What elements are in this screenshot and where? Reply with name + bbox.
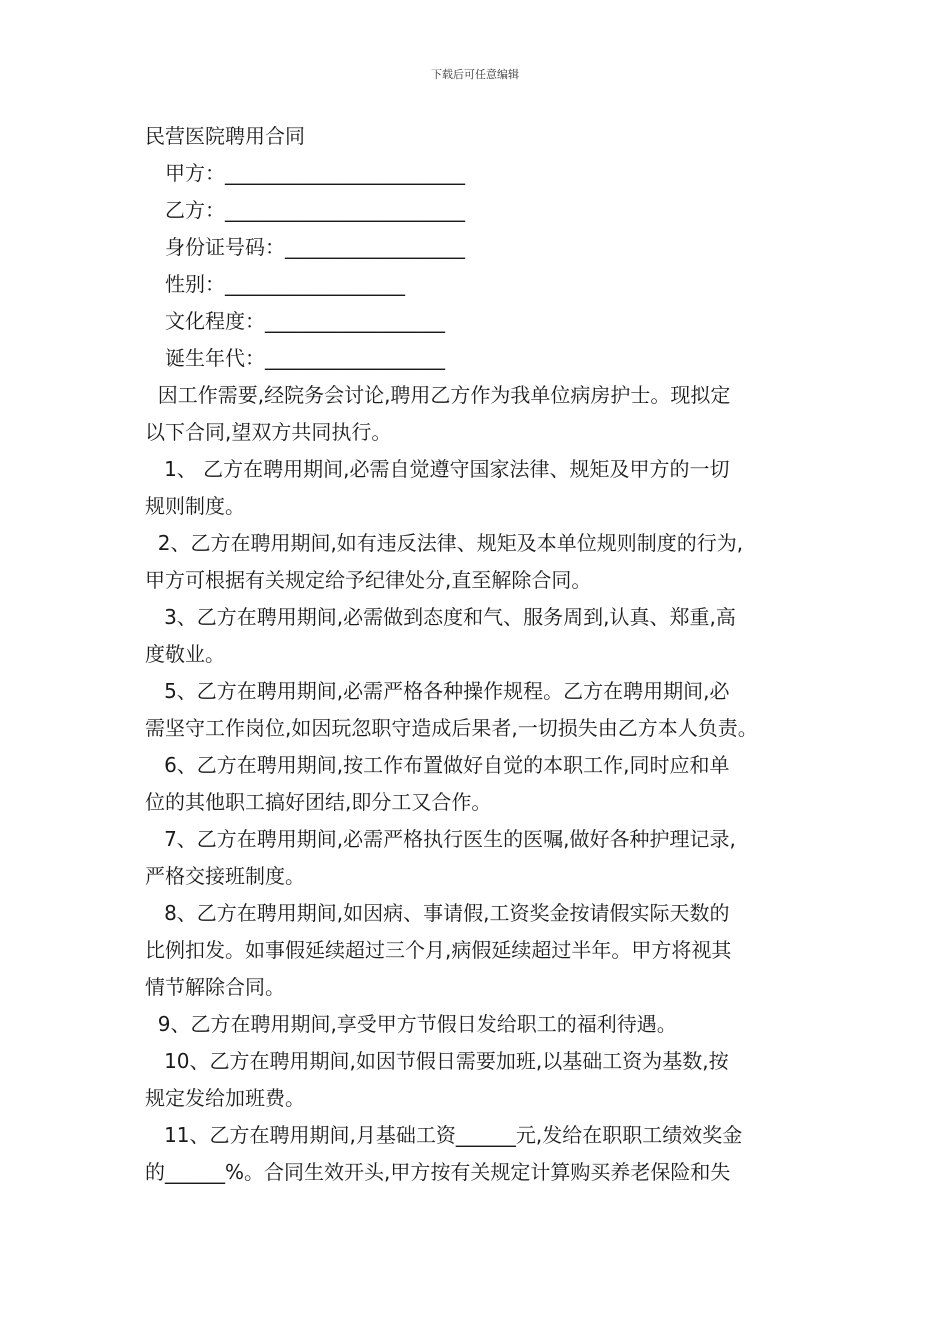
clause-3 [145,599,815,673]
clause-line: 因工作需要,经院务会讨论,聘用乙方作为我单位病房护士。现拟定 [145,383,731,407]
clause-line: 7、乙方在聘用期间,必需严格执行医生的医嘱,做好各种护理记录, [145,827,736,851]
clause-line: 9、乙方在聘用期间,享受甲方节假日发给职工的福利待遇。 [145,1012,677,1036]
clause-line: 10、乙方在聘用期间,如因节假日需要加班,以基础工资为基数,按 [145,1049,729,1073]
clause-2 [145,525,815,599]
clause-line: 8、乙方在聘用期间,如因病、事请假,工资奖金按请假实际天数的 [145,901,730,925]
clause-10 [145,1043,815,1117]
contract-body [145,118,815,1191]
clause-11 [145,1117,815,1191]
field-party-a: 甲方：________________________ [165,161,465,185]
clause-9 [145,1006,815,1043]
clause-8 [145,895,815,1006]
clause-line: 规则制度。 [145,494,245,518]
clause-line: 规定发给加班费。 [145,1086,305,1110]
document-title: 民营医院聘用合同 [145,124,305,148]
clause-line: 比例扣发。如事假延续超过三个月,病假延续超过半年。甲方将视其 [145,938,732,962]
field-education: 文化程度：__________________ [165,309,445,333]
clause-line: 5、乙方在聘用期间,必需严格各种操作规程。乙方在聘用期间,必 [145,679,730,703]
clause-line: 度敬业。 [145,642,225,666]
field-birth-year: 诞生年代：__________________ [165,346,445,370]
clause-line: 3、乙方在聘用期间,必需做到态度和气、服务周到,认真、郑重,高 [145,605,736,629]
clause-line: 情节解除合同。 [145,975,285,999]
page-header-note: 下载后可任意编辑 [431,68,519,81]
field-gender: 性别：__________________ [165,272,405,296]
clause-1 [145,451,815,525]
clause-intro [145,377,815,451]
clause-line: 位的其他职工搞好团结,即分工又合作。 [145,790,492,814]
clause-line: 1、 乙方在聘用期间,必需自觉遵守国家法律、规矩及甲方的一切 [145,457,730,481]
clause-7 [145,821,815,895]
clause-line: 严格交接班制度。 [145,864,305,888]
clause-6 [145,747,815,821]
field-party-b: 乙方：________________________ [165,198,465,222]
clause-line: 2、乙方在聘用期间,如有违反法律、规矩及本单位规则制度的行为, [145,531,744,555]
clause-line: 甲方可根据有关规定给予纪律处分,直至解除合同。 [145,568,592,592]
field-id-number: 身份证号码：__________________ [165,235,465,259]
clause-line: 的______%。合同生效开头,甲方按有关规定计算购买养老保险和失 [145,1160,731,1184]
clause-line: 以下合同,望双方共同执行。 [145,420,392,444]
clause-5 [145,673,815,747]
clause-line: 6、乙方在聘用期间,按工作布置做好自觉的本职工作,同时应和单 [145,753,730,777]
clause-line: 11、乙方在聘用期间,月基础工资______元,发给在职职工绩效奖金 [145,1123,743,1147]
clause-line: 需坚守工作岗位,如因玩忽职守造成后果者,一切损失由乙方本人负责。 [145,716,758,740]
